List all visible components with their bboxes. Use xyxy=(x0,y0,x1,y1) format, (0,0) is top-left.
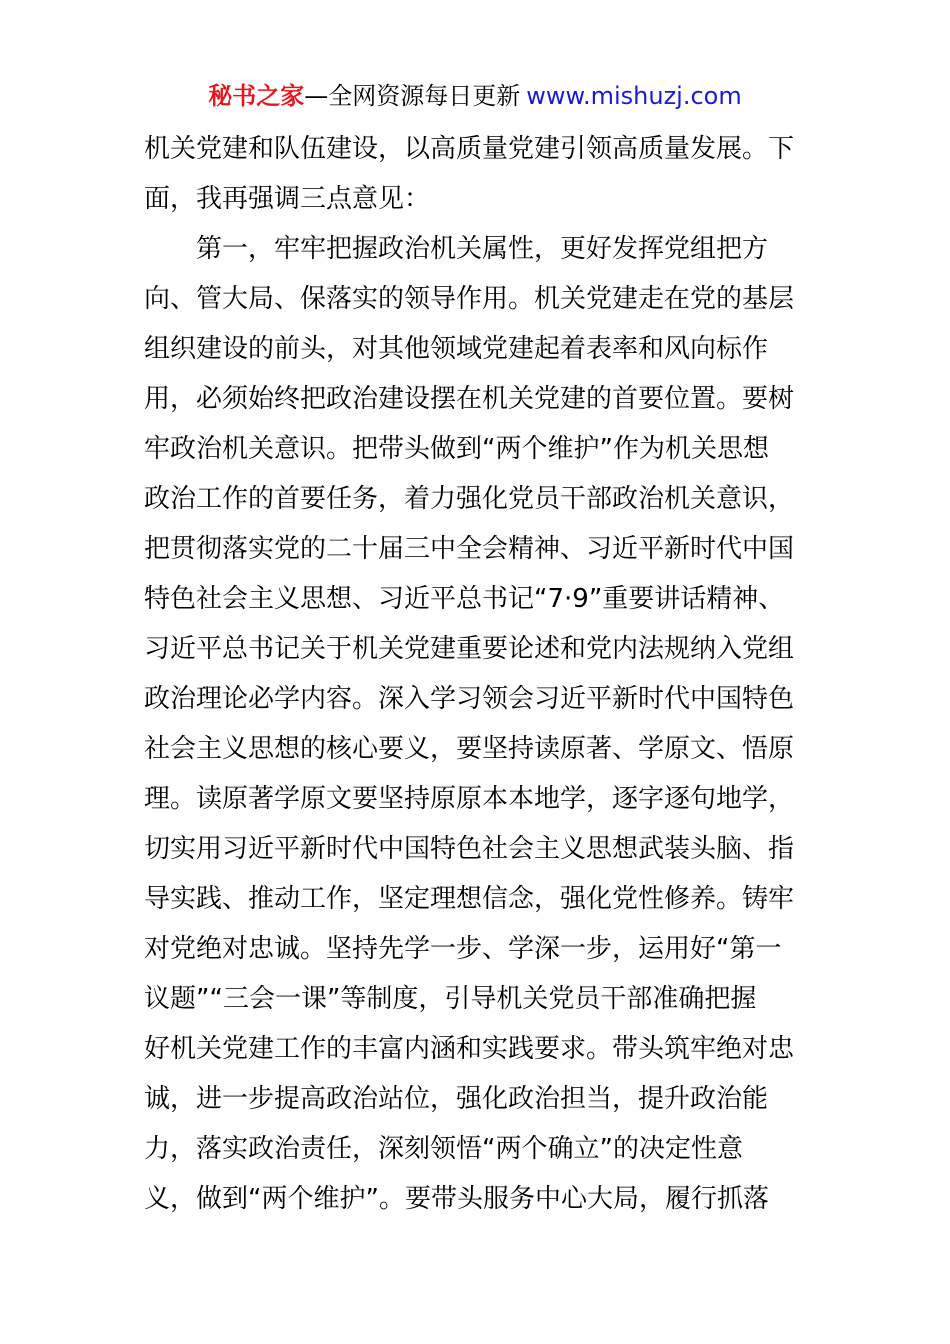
text-line: 社会主义思想的核心要义，要坚持读原著、学原文、悟原 xyxy=(144,734,795,764)
header-tagline: —全网资源每日更新 xyxy=(304,82,521,110)
text-line: 第一，牢牢把握政治机关属性，更好发挥党组把方 xyxy=(144,234,769,264)
text-line: 面，我再强调三点意见： xyxy=(144,184,431,214)
text-line: 把贯彻落实党的二十届三中全会精神、习近平新时代中国 xyxy=(144,534,795,564)
text-line: 习近平总书记关于机关党建重要论述和党内法规纳入党组 xyxy=(144,634,795,664)
text-line: 组织建设的前头，对其他领域党建起着表率和风向标作 xyxy=(144,334,769,364)
text-line: 导实践、推动工作，坚定理想信念，强化党性修养。铸牢 xyxy=(144,884,795,914)
document-body xyxy=(144,124,808,1224)
text-line: 机关党建和队伍建设，以高质量党建引领高质量发展。下 xyxy=(144,134,795,164)
text-line: 对党绝对忠诚。坚持先学一步、学深一步，运用好“第一 xyxy=(144,934,782,964)
text-line: 力，落实政治责任，深刻领悟“两个确立”的决定性意 xyxy=(144,1134,743,1164)
text-line: 政治理论必学内容。深入学习领会习近平新时代中国特色 xyxy=(144,684,795,714)
text-line: 诚，进一步提高政治站位，强化政治担当，提升政治能 xyxy=(144,1084,769,1114)
text-line: 向、管大局、保落实的领导作用。机关党建走在党的基层 xyxy=(144,284,795,314)
text-line: 理。读原著学原文要坚持原原本本地学，逐字逐句地学， xyxy=(144,784,795,814)
text-line: 用，必须始终把政治建设摆在机关党建的首要位置。要树 xyxy=(144,384,795,414)
text-line: 特色社会主义思想、习近平总书记“7·9”重要讲话精神、 xyxy=(144,584,785,614)
text-line: 义，做到“两个维护”。要带头服务中心大局，履行抓落 xyxy=(144,1184,769,1214)
text-line: 政治工作的首要任务，着力强化党员干部政治机关意识， xyxy=(144,484,795,514)
text-line: 切实用习近平新时代中国特色社会主义思想武装头脑、指 xyxy=(144,834,795,864)
site-url-link[interactable]: www.mishuzj.com xyxy=(526,82,742,110)
site-header xyxy=(0,80,950,112)
text-line: 好机关党建工作的丰富内涵和实践要求。带头筑牢绝对忠 xyxy=(144,1034,795,1064)
text-line: 牢政治机关意识。把带头做到“两个维护”作为机关思想 xyxy=(144,434,769,464)
text-line: 议题”“三会一课”等制度，引导机关党员干部准确把握 xyxy=(144,984,757,1014)
brand-name: 秘书之家 xyxy=(208,82,305,110)
